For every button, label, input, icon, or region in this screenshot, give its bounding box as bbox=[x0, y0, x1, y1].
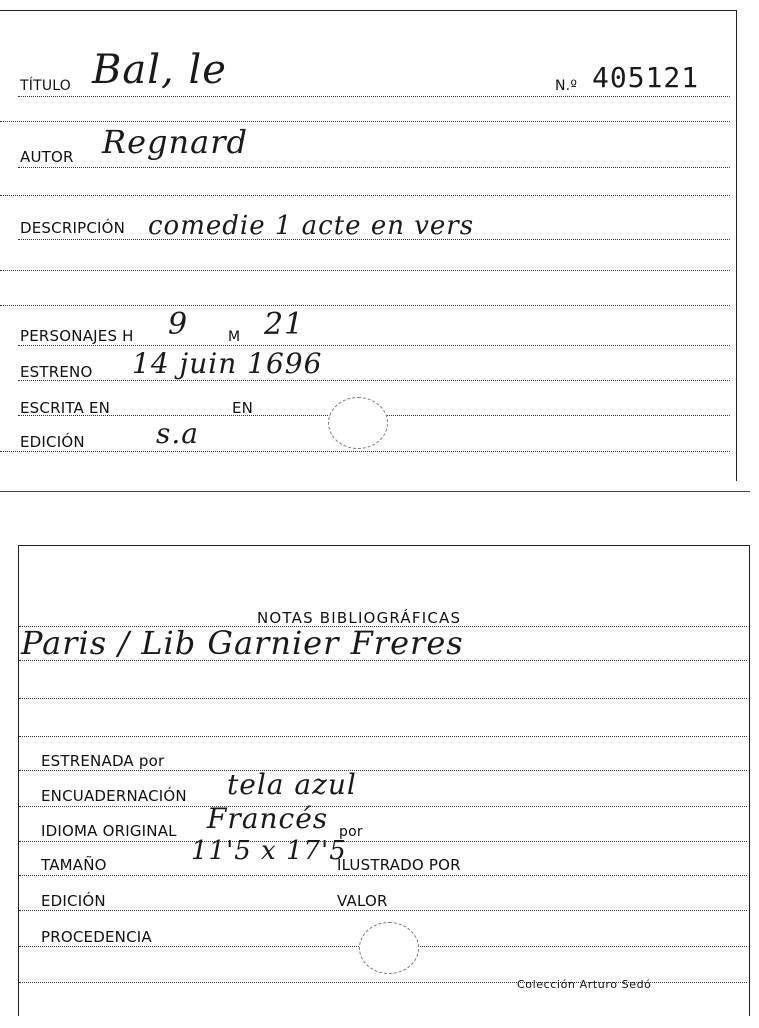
idioma-label: IDIOMA ORIGINAL bbox=[41, 822, 177, 840]
punch-hole-back bbox=[359, 922, 419, 974]
blank-rule-3 bbox=[0, 270, 730, 271]
personajes-label: PERSONAJES H bbox=[20, 327, 134, 345]
edicion-label: EDICIÓN bbox=[20, 433, 85, 451]
valor-label: VALOR bbox=[337, 892, 388, 910]
encuadernacion-label: ENCUADERNACIÓN bbox=[41, 787, 187, 805]
idioma-por-label: por bbox=[339, 824, 363, 840]
procedencia-label: PROCEDENCIA bbox=[41, 928, 152, 946]
catalog-card-front bbox=[0, 10, 737, 481]
titulo-label: TÍTULO bbox=[20, 78, 71, 94]
personajes-m-label: M bbox=[228, 329, 241, 345]
numero-value: 405121 bbox=[592, 61, 700, 94]
tamano-value: 11'5 x 17'5 bbox=[191, 836, 347, 866]
edicion-value: s.a bbox=[156, 417, 199, 450]
estrenada-label: ESTRENADA por bbox=[41, 752, 165, 770]
punch-hole bbox=[328, 397, 388, 449]
estreno-value: 14 juin 1696 bbox=[132, 347, 323, 380]
numero-label: N.º bbox=[555, 78, 578, 94]
encuadernacion-rule bbox=[19, 806, 747, 807]
personajes-m-value: 21 bbox=[264, 307, 305, 342]
titulo-value: Bal, le bbox=[92, 47, 227, 93]
autor-value: Regnard bbox=[102, 123, 248, 161]
catalog-card-back bbox=[18, 545, 750, 1016]
idioma-value: Francés bbox=[207, 802, 329, 835]
autor-label: AUTOR bbox=[20, 148, 74, 166]
blank-rule-1 bbox=[0, 121, 730, 122]
blank-rule-4 bbox=[0, 305, 730, 306]
personajes-rule bbox=[18, 345, 730, 346]
descripcion-value: comedie 1 acte en vers bbox=[148, 211, 475, 241]
escrita-en-label: EN bbox=[232, 399, 254, 417]
encuadernacion-value: tela azul bbox=[227, 768, 357, 801]
idioma-rule bbox=[19, 841, 747, 842]
ilustrado-label: ILUSTRADO POR bbox=[337, 856, 461, 874]
blank-rule-2 bbox=[0, 195, 730, 196]
notas-rule-4 bbox=[19, 736, 747, 737]
card-divider bbox=[0, 491, 750, 492]
notas-heading: NOTAS BIBLIOGRÁFICAS bbox=[257, 609, 462, 627]
autor-rule bbox=[18, 167, 730, 168]
estrenada-rule bbox=[19, 770, 747, 771]
tamano-rule bbox=[19, 875, 747, 876]
titulo-rule bbox=[18, 96, 730, 97]
tamano-label: TAMAÑO bbox=[41, 856, 107, 874]
estreno-rule bbox=[18, 380, 730, 381]
back-edicion-label: EDICIÓN bbox=[41, 892, 106, 910]
descripcion-label: DESCRIPCIÓN bbox=[20, 219, 126, 237]
estreno-label: ESTRENO bbox=[20, 363, 93, 381]
notas-rule-3 bbox=[19, 698, 747, 699]
edicion-rule bbox=[0, 451, 730, 452]
descripcion-rule bbox=[18, 239, 730, 240]
edicion-back-rule bbox=[19, 910, 747, 911]
notas-rule-2 bbox=[19, 660, 747, 661]
escrita-label: ESCRITA EN bbox=[20, 399, 111, 417]
coleccion-label: Colección Arturo Sedó bbox=[517, 978, 652, 991]
personajes-h-value: 9 bbox=[168, 307, 189, 342]
notas-value: Paris / Lib Garnier Freres bbox=[21, 624, 464, 662]
